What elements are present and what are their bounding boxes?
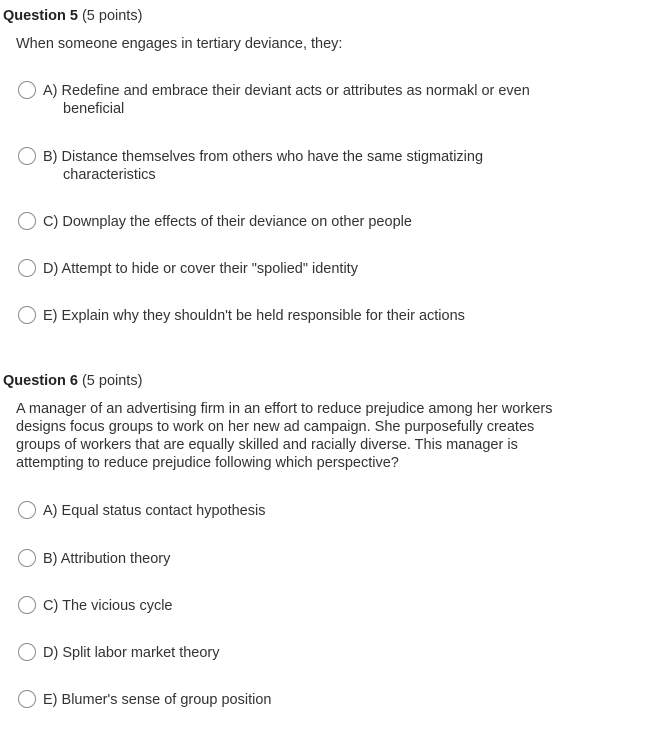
radio-button[interactable]	[18, 501, 36, 519]
radio-button[interactable]	[18, 259, 36, 277]
answer-letter: E)	[43, 692, 58, 708]
answer-text: Attempt to hide or cover their "spolied" identity	[61, 261, 358, 277]
question-5-answer-e[interactable]	[16, 306, 616, 326]
question-5-header	[3, 7, 142, 25]
radio-button[interactable]	[18, 212, 36, 230]
answer-letter: B)	[43, 551, 58, 567]
question-6-prompt	[16, 400, 606, 472]
question-number: Question 5	[3, 8, 78, 24]
answer-letter: A)	[43, 503, 58, 519]
answer-text: Distance themselves from others who have the same stigmatizing	[61, 149, 484, 165]
radio-button[interactable]	[18, 643, 36, 661]
question-6-answer-b[interactable]	[16, 549, 616, 569]
question-points: (5 points)	[81, 373, 143, 389]
radio-button[interactable]	[18, 690, 36, 708]
answer-text: Redefine and embrace their deviant acts or attributes as normakl or even	[61, 83, 530, 99]
prompt-line: designs focus groups to work on her new ad campaign. She purposefully creates	[16, 419, 535, 435]
prompt-line: A manager of an advertising firm in an effort to reduce prejudice among her workers	[16, 401, 553, 417]
radio-button[interactable]	[18, 596, 36, 614]
answer-letter: A)	[43, 83, 58, 99]
answer-text-continued: beneficial	[63, 101, 125, 117]
question-points: (5 points)	[81, 8, 143, 24]
prompt-line: groups of workers that are equally skilled and racially diverse. This manager is	[16, 437, 518, 453]
answer-text: Downplay the effects of their deviance on other people	[62, 214, 412, 230]
answer-text: Explain why they shouldn't be held responsible for their actions	[61, 308, 465, 324]
question-6-answer-c[interactable]	[16, 596, 616, 616]
answer-letter: E)	[43, 308, 58, 324]
prompt-line: attempting to reduce prejudice following which perspective?	[16, 455, 399, 471]
answer-text: Equal status contact hypothesis	[61, 503, 266, 519]
question-5-answer-a[interactable]	[16, 81, 616, 119]
question-5-answer-c[interactable]	[16, 212, 616, 232]
answer-letter: D)	[43, 645, 59, 661]
answer-text: The vicious cycle	[62, 598, 173, 614]
question-5-answer-d[interactable]	[16, 259, 616, 279]
radio-button[interactable]	[18, 147, 36, 165]
answer-letter: B)	[43, 149, 58, 165]
question-6-answer-a[interactable]	[16, 501, 616, 521]
radio-button[interactable]	[18, 549, 36, 567]
answer-letter: C)	[43, 598, 59, 614]
answer-letter: C)	[43, 214, 59, 230]
radio-button[interactable]	[18, 306, 36, 324]
answer-text: Attribution theory	[60, 551, 171, 567]
question-6-header	[3, 372, 142, 390]
answer-text: Split labor market theory	[62, 645, 220, 661]
answer-text-continued: characteristics	[63, 167, 156, 183]
question-5-prompt: When someone engages in tertiary deviance, they:	[16, 36, 343, 52]
question-5-answer-b[interactable]	[16, 147, 616, 185]
question-number: Question 6	[3, 373, 78, 389]
question-6-answer-d[interactable]	[16, 643, 616, 663]
answer-letter: D)	[43, 261, 59, 277]
radio-button[interactable]	[18, 81, 36, 99]
question-6-answer-e[interactable]	[16, 690, 616, 710]
answer-text: Blumer's sense of group position	[61, 692, 272, 708]
